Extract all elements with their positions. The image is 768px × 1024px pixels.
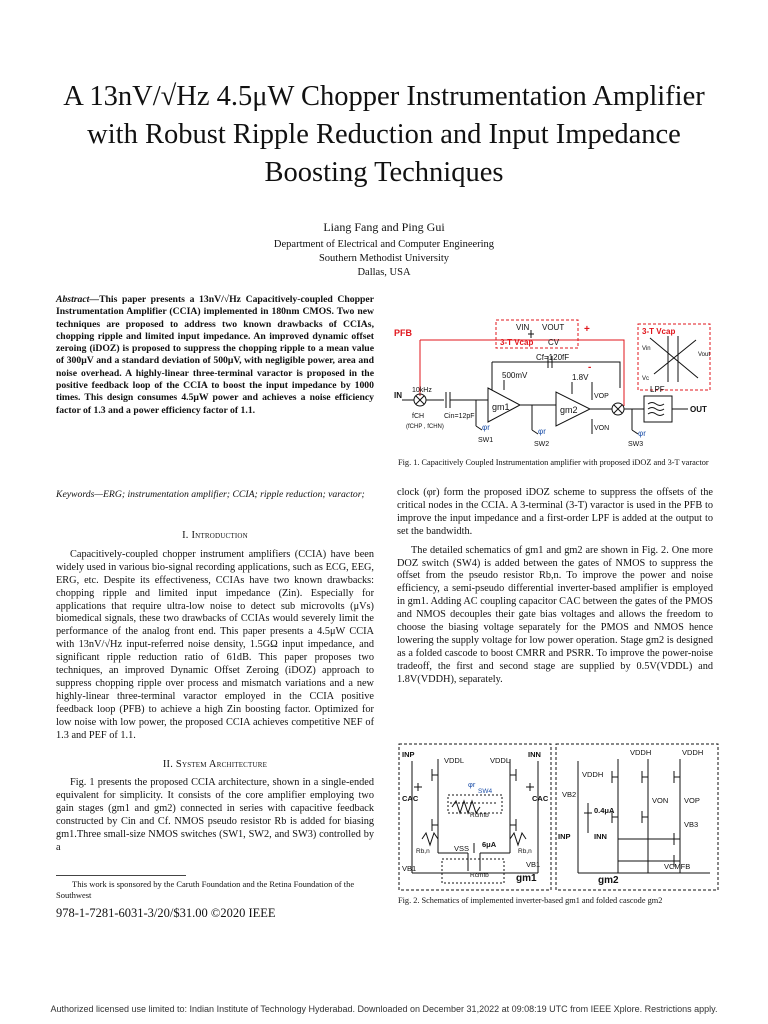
affiliation-city: Dallas, USA (357, 267, 411, 278)
label-vin: VIN (516, 323, 530, 332)
authors: Liang Fang and Ping Gui (323, 220, 445, 234)
authorized-use-notice: Authorized licensed use limited to: Indian Institute of Technology Hyderabad. Downloaded on December 31,2022 at 09:08:19 UTC from IEEE Xplore. Restrictions apply. (50, 1004, 718, 1014)
label-inn: INN (528, 750, 541, 759)
label-sw3: SW3 (628, 441, 644, 448)
label-out: OUT (690, 405, 707, 414)
label-vb1-b: VB1 (526, 860, 541, 869)
abstract-lead: Abstract— (56, 294, 100, 305)
label-von: VON (594, 425, 610, 432)
label-fchp: (fCHP , fCHN) (406, 424, 444, 430)
figure-2-caption: Fig. 2. Schematics of implemented inverter-based gm1 and folded cascode gm2 (398, 896, 663, 905)
label-vb3: VB3 (684, 820, 699, 829)
architecture-heading: II. System Architecture (162, 758, 268, 770)
affiliation (0, 238, 768, 280)
label-gm2: gm2 (560, 405, 578, 415)
keywords-lead: Keywords— (56, 489, 104, 500)
isbn-line: 978-1-7281-6031-3/20/$31.00 ©2020 IEEE (56, 906, 276, 920)
label-vop: VOP (594, 393, 609, 400)
label-pfb: PFB (394, 328, 412, 338)
label-inp: INP (402, 750, 415, 759)
label-vss: VSS (454, 844, 470, 853)
figure-1-schematic (392, 318, 720, 476)
label-vop: VOP (684, 796, 700, 805)
label-phir-2: φr (538, 427, 546, 436)
label-rbn-2: Rb,n (518, 848, 532, 855)
label-500mv: 500mV (502, 371, 528, 380)
label-von: VON (652, 796, 669, 805)
right-paragraph-1: clock (φr) form the proposed iDOZ scheme to suppress the offsets of the critical nodes in the CCIA. A 3-terminal (3-T) varactor is used in the PFB to improve the input impedance and a first-order LPF is added at the output to set the bandwidth. (397, 487, 713, 537)
label-vout-varactor: Vout (698, 352, 711, 358)
label-cac-2: CAC (532, 794, 549, 803)
abstract (56, 294, 374, 417)
label-gm1: gm1 (516, 873, 537, 884)
keywords-text: ERG; instrumentation amplifier; CCIA; ripple reduction; varactor; (103, 489, 365, 500)
right-paragraph-2: The detailed schematics of gm1 and gm2 are shown in Fig. 2. One more DOZ switch (SW4) is added between the gates of NMOS to suppress the offset from the pseudo resistor Rb,n. To improve the power and noise efficiency, a semi-pseudo differential inverter-based amplifier is employed in gm1. Adding AC coupling capacitor CAC between the gates of the PMOS and NMOS decouples their gate bias voltages and allows the freedom to choose the biasing voltage separately for the PMOS and NMOS hence lowering the supply voltage for low power operation. Stage gm2 is designed as a folded cascode to boost CMRR and PSRR. To improve the power-noise tradeoff, the first and second stage are supplied by 0.5V(VDDL) and 1.8V(VDDH), separately. (397, 544, 714, 685)
label-minus: - (588, 362, 592, 373)
label-3t-vcap: 3-T Vcap (500, 338, 534, 347)
label-vddl-1: VDDL (444, 756, 465, 765)
label-vin-varactor: Vin (642, 346, 651, 352)
label-fch: fCH (412, 413, 425, 420)
label-vddh-3: VDDH (682, 748, 704, 757)
label-sw2: SW2 (534, 441, 550, 448)
label-cv: CV (548, 338, 560, 347)
label-vddh-1: VDDH (582, 770, 604, 779)
figure-2 (398, 743, 720, 909)
label-gm1: gm1 (492, 402, 510, 412)
footnote-rule (56, 875, 186, 876)
introduction-section (56, 530, 374, 855)
label-rcmfb: Rcmfb (470, 812, 489, 819)
label-vddh-2: VDDH (630, 748, 652, 757)
figure-1-caption: Fig. 1. Capacitively Coupled Instrumentation amplifier with proposed iDOZ and 3-T varactor (398, 458, 709, 467)
label-inn-2: INN (594, 832, 607, 841)
paper-title: A 13nV/√Hz 4.5μW Chopper Instrumentation Amplifier with Robust Ripple Reduction and Input Impedance Boosting Techniques (63, 81, 705, 188)
architecture-paragraph: Fig. 1 presents the proposed CCIA architecture, shown in a single-ended equivalent for simplicity. It consists of the core amplifier employing two gain stages (gm1 and gm2) connected in series with capacitive feedback constructed by Cin and Cf. NMOS pseudo resistor Rb is added for biasing gm1.Three small-size NMOS switches (SW1, SW2, and SW3) controlled by a (56, 777, 374, 853)
label-0-4ua: 0.4μA (594, 806, 615, 815)
label-sw4: SW4 (478, 788, 493, 795)
label-1-8v: 1.8V (572, 373, 589, 382)
label-phir-3: φr (638, 429, 646, 438)
label-in: IN (394, 391, 402, 400)
label-cin: Cin=12pF (444, 413, 475, 420)
label-gm2: gm2 (598, 875, 619, 886)
label-6ua: 6μA (482, 840, 497, 849)
affiliation-dept: Department of Electrical and Computer Engineering (273, 239, 495, 250)
keywords (56, 489, 374, 501)
introduction-heading: I. Introduction (182, 530, 248, 541)
label-plus: + (584, 324, 590, 335)
label-phir: φr (468, 780, 476, 789)
figure-2-schematic (398, 743, 720, 893)
label-phir-1: φr (482, 423, 490, 432)
label-vout: VOUT (542, 323, 565, 332)
label-10khz: 10kHz (412, 387, 432, 394)
label-lpf: LPF (650, 385, 665, 394)
label-cf: Cf=120fF (536, 353, 570, 362)
label-vddl-2: VDDL (490, 756, 511, 765)
label-vb2: VB2 (562, 790, 577, 799)
affiliation-university: Southern Methodist University (318, 253, 450, 264)
label-vb1-a: VB1 (402, 864, 417, 873)
introduction-paragraph: Capacitively-coupled chopper instrument amplifiers (CCIA) have been widely used in various bio-signal recording applications, such as ECG, EEG, ERG, etc. Despite its effectiveness, CCIAs have two known drawbacks: chopping ripple and limited input impedance (Zin). Especially for applications that require ultra-low noise to detect sub microvolts (μVs) biomedical signals, these two drawbacks of CCIAs would severely limit the performance of the analog front end. This paper presents a 4.5μW CCIA with 13nV/√Hz input-referred noise density, 1.5GΩ input impedance, and significant ripple reduction ratio of 61dB. This paper proposes two techniques, an improved Dynamic Offset Zeroing (iDOZ) approach to suppress chopping ripple over process and mismatch variations and a new highly-linear three-terminal varactor employed in the CCIA positive feedback loop (PFB) to achieve a high Zin boosting factor. Optimized for low noise with low power, the proposed CCIA achieves competitive NEF of 1.3 and PEF of 1.1. (56, 548, 374, 741)
footnote: This work is sponsored by the Caruth Foundation and the Retina Foundation of the Southwest (56, 879, 355, 900)
label-3t-vcap-detail: 3-T Vcap (642, 327, 676, 336)
figure-1 (392, 318, 720, 476)
label-vc-varactor: Vc (642, 376, 650, 382)
abstract-text: This paper presents a 13nV/√Hz Capacitively-coupled Chopper Instrumentation Amplifier (CCIA) implemented in 180nm CMOS. Two new techniques are proposed to address two known drawbacks of CCIAs, chopping ripple and limited input impedance. An improved dynamic offset zeroing (iDOZ) is proposed to suppress the chopping ripple to a mean value of 300μV and a standard deviation of 500μV, with negligible power, area and noise overhead. A highly-linear three-terminal varactor is proposed in the positive feedback loop of the CCIA to boost the input impedance by 1000 times. This design consumes 4.5μW power and achieves a noise efficiency factor of 1.3 and a power efficiency factor of 1.1. (56, 294, 374, 416)
label-rbn-1: Rb,n (416, 848, 430, 855)
label-vcmfb: VCMFB (664, 862, 691, 871)
label-cac-1: CAC (402, 794, 419, 803)
label-inp-2: INP (558, 832, 571, 841)
label-sw1: SW1 (478, 437, 494, 444)
label-rcmfb-2: Rcmfb (470, 872, 489, 879)
right-column-text (397, 487, 713, 687)
